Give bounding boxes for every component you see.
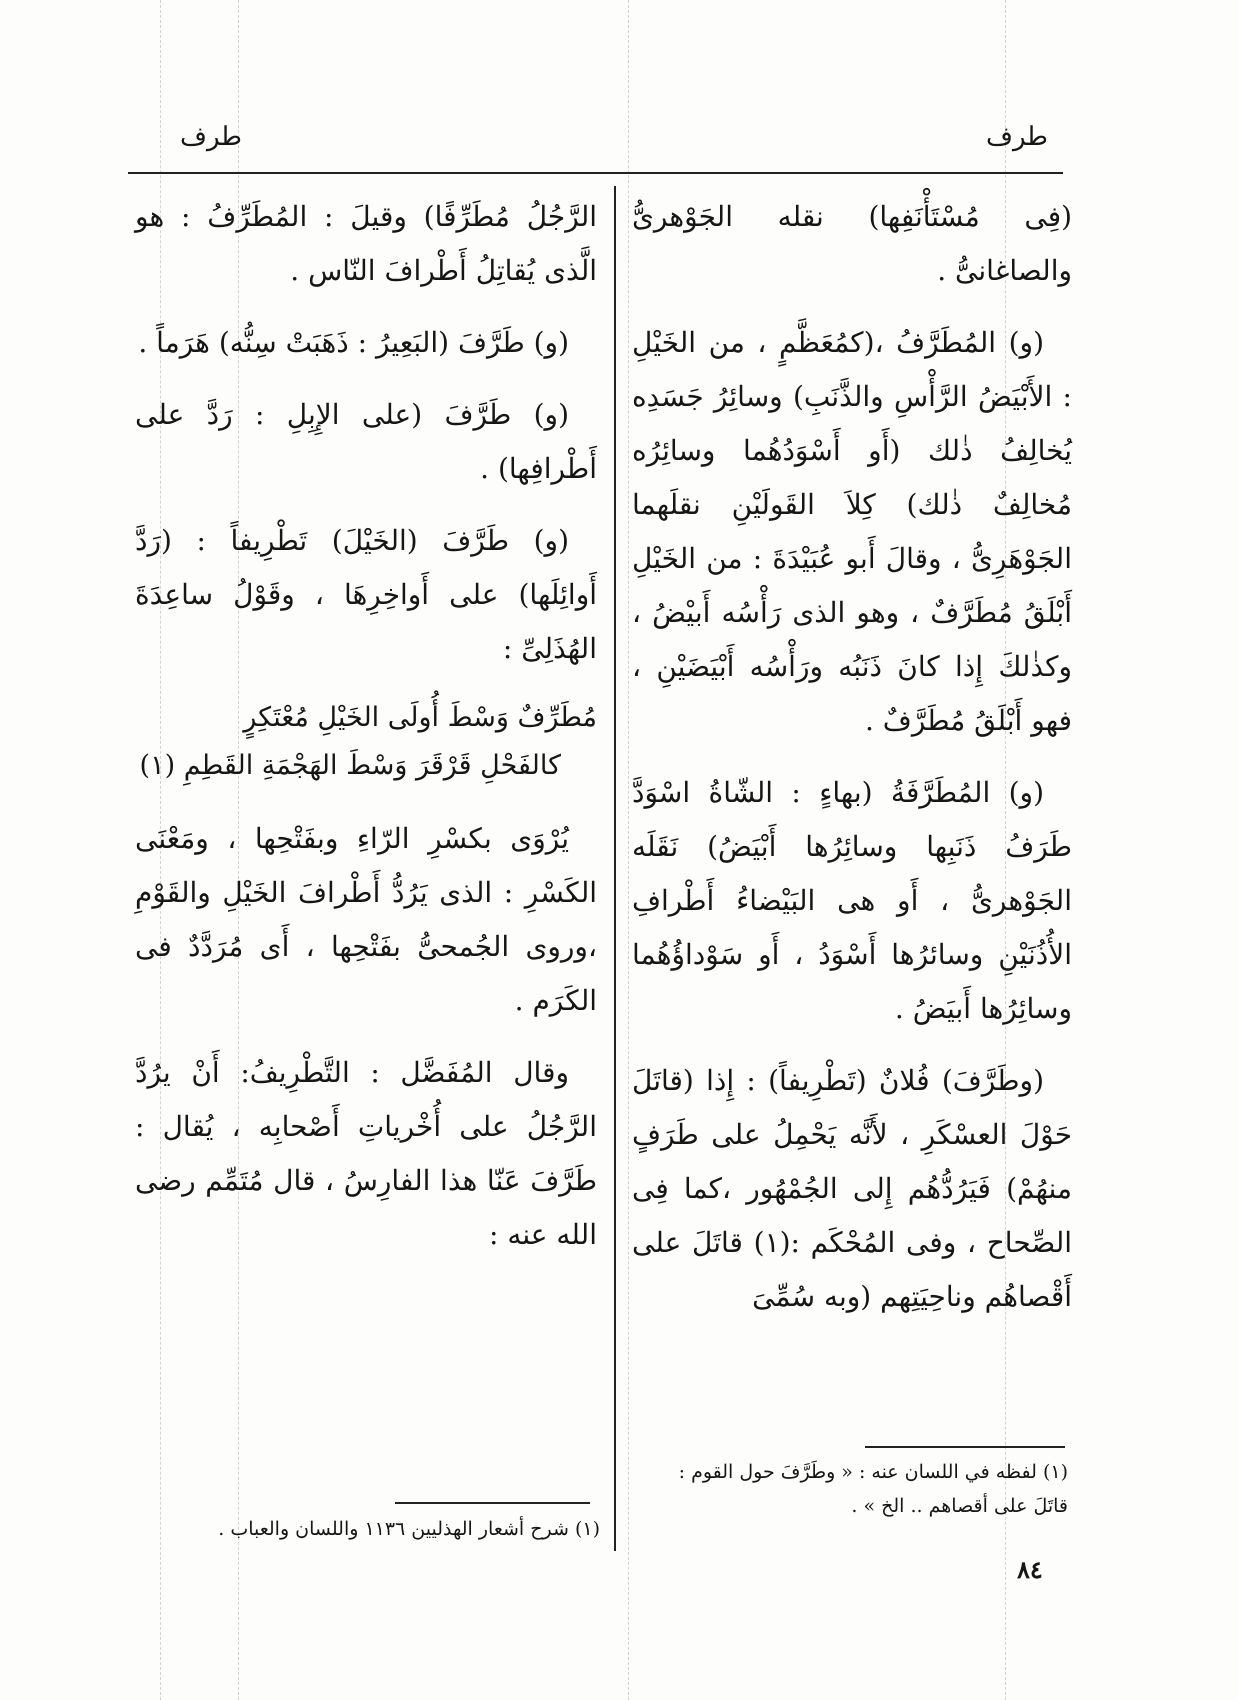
- verse-hemistich: مُطَرِّفٌ وَسْطَ أُولَى الخَيْلِ مُعْتَكِرٍ: [243, 702, 597, 733]
- entry-paragraph: (و) المُطَرَّفُ ،(كمُعَظَّمٍ ، من الخَيْلِ : الأَبْيَضُ الرَّأْسِ والذَّنَبِ) وسائِرُ جَسَدِه يُخالِفُ ذٰلك (أَو أَسْوَدُهُما وسائِرُه مُخالِفٌ ذٰلك) كِلاَ القَولَيْنِ نقلَهما الجَوْهَرِىُّ ، وقالَ أَبو عُبَيْدَةَ : من الخَيْلِ أَبْلَقُ مُطَرَّفٌ ، وهو الذى رَأْسُه أَبيْضُ ، وكذٰلكَ إِذا كانَ ذَنَبُه ورَأْسُه أَبْيَضَيْنِ ، فهو أَبْلَقُ مُطَرَّفٌ .: [632, 326, 1072, 737]
- poetry-verse: [135, 694, 597, 790]
- footnote-rule: [865, 1446, 1065, 1448]
- entry-paragraph: (و) طَرَّفَ (الخَيْلَ) تَطْرِيفاً : (رَدَّ أَوائِلَها) على أَواخِرِهَا ، وقَوْلُ ساعِدَةَ الهُذَلِىِّ :: [135, 524, 597, 665]
- entry-paragraph: (وطَرَّفَ) فُلانٌ (تَطْرِيفاً) : إِذا (قاتَلَ حَوْلَ العسْكَرِ ، لأَنَّه يَحْمِلُ على طَرَفٍ منهُمْ) فَيَرُدُّهُم إِلى الجُمْهُور ،كما فِى الصِّحاح ، وفى المُحْكَم :(١) قاتَلَ على أَقْصاهُم وناحِيَتِهم (وبه سُمِّىَ: [632, 1064, 1072, 1313]
- left-column: [135, 190, 597, 1280]
- entry-paragraph: (و) المُطَرَّفَةُ (بهاءٍ : الشّاةُ اسْوَدَّ طَرَفُ ذَنَبِها وسائِرُها أَبْيَضُ) نَقَلَه الجَوْهرىُّ ، أَو هى البَيْضاءُ أَطْرافِ الأُذُنَيْنِ وسائرُها أَسْوَدُ ، أَو سَوْداؤُهُما وسائِرُها أَبيَضُ .: [632, 776, 1072, 1025]
- entry-paragraph: وقال المُفَضَّل : التَّطْرِيفُ: أَنْ يرُدَّ الرَّجُلُ على أُخْرياتِ أَصْحابِه ، يُقال : طَرَّفَ عَنّا هذا الفارِسُ ، قال مُتَمِّم رضى الله عنه :: [135, 1056, 597, 1251]
- running-header-left: طرف: [180, 122, 242, 152]
- running-header-right: طرف: [986, 122, 1048, 152]
- right-column: [632, 190, 1072, 1342]
- entry-paragraph: (فِى مُسْتَأْنَفِها) نقله الجَوْهرىُّ والصاغانىُّ .: [632, 200, 1072, 287]
- verse-hemistich: كالفَحْلِ قَرْقَرَ وَسْطَ الهَجْمَةِ القَطِمِ (١): [139, 750, 561, 781]
- scan-guide-line: [628, 0, 629, 1700]
- header-rule: [128, 172, 1063, 174]
- footnote: (١) لفظه في اللسان عنه : « وطَرَّفَ حول القوم : قاتَلَ على أقصاهم .. الخ » .: [678, 1461, 1068, 1517]
- page-number: ٨٤: [1017, 1555, 1043, 1584]
- footnote: (١) شرح أشعار الهذليين ١١٣٦ واللسان والعباب .: [218, 1518, 600, 1540]
- entry-paragraph: الرَّجُلُ مُطَرِّفًا) وقيلَ : المُطَرِّفُ : هو الَّذى يُقاتِلُ أَطْرافَ النّاس .: [135, 200, 597, 287]
- entry-paragraph: (و) طَرَّفَ (البَعِيرُ : ذَهَبَتْ سِنُّه) هَرَماً .: [138, 326, 569, 359]
- column-divider: [614, 186, 616, 1551]
- entry-paragraph: (و) طَرَّفَ (على الإِبِلِ : رَدَّ على أَطْرافِها) .: [135, 398, 597, 485]
- footnote-rule: [395, 1502, 590, 1504]
- entry-paragraph: يُرْوَى بكسْرِ الرّاءِ وبفَتْحِها ، ومَعْنَى الكَسْرِ : الذى يَرُدُّ أَطْرافَ الخَيْلِ والقَوْمِ ،وروى الجُمحىُّ بفَتْحِها ، أَى مُرَدَّدٌ فى الكَرَم .: [135, 822, 597, 1017]
